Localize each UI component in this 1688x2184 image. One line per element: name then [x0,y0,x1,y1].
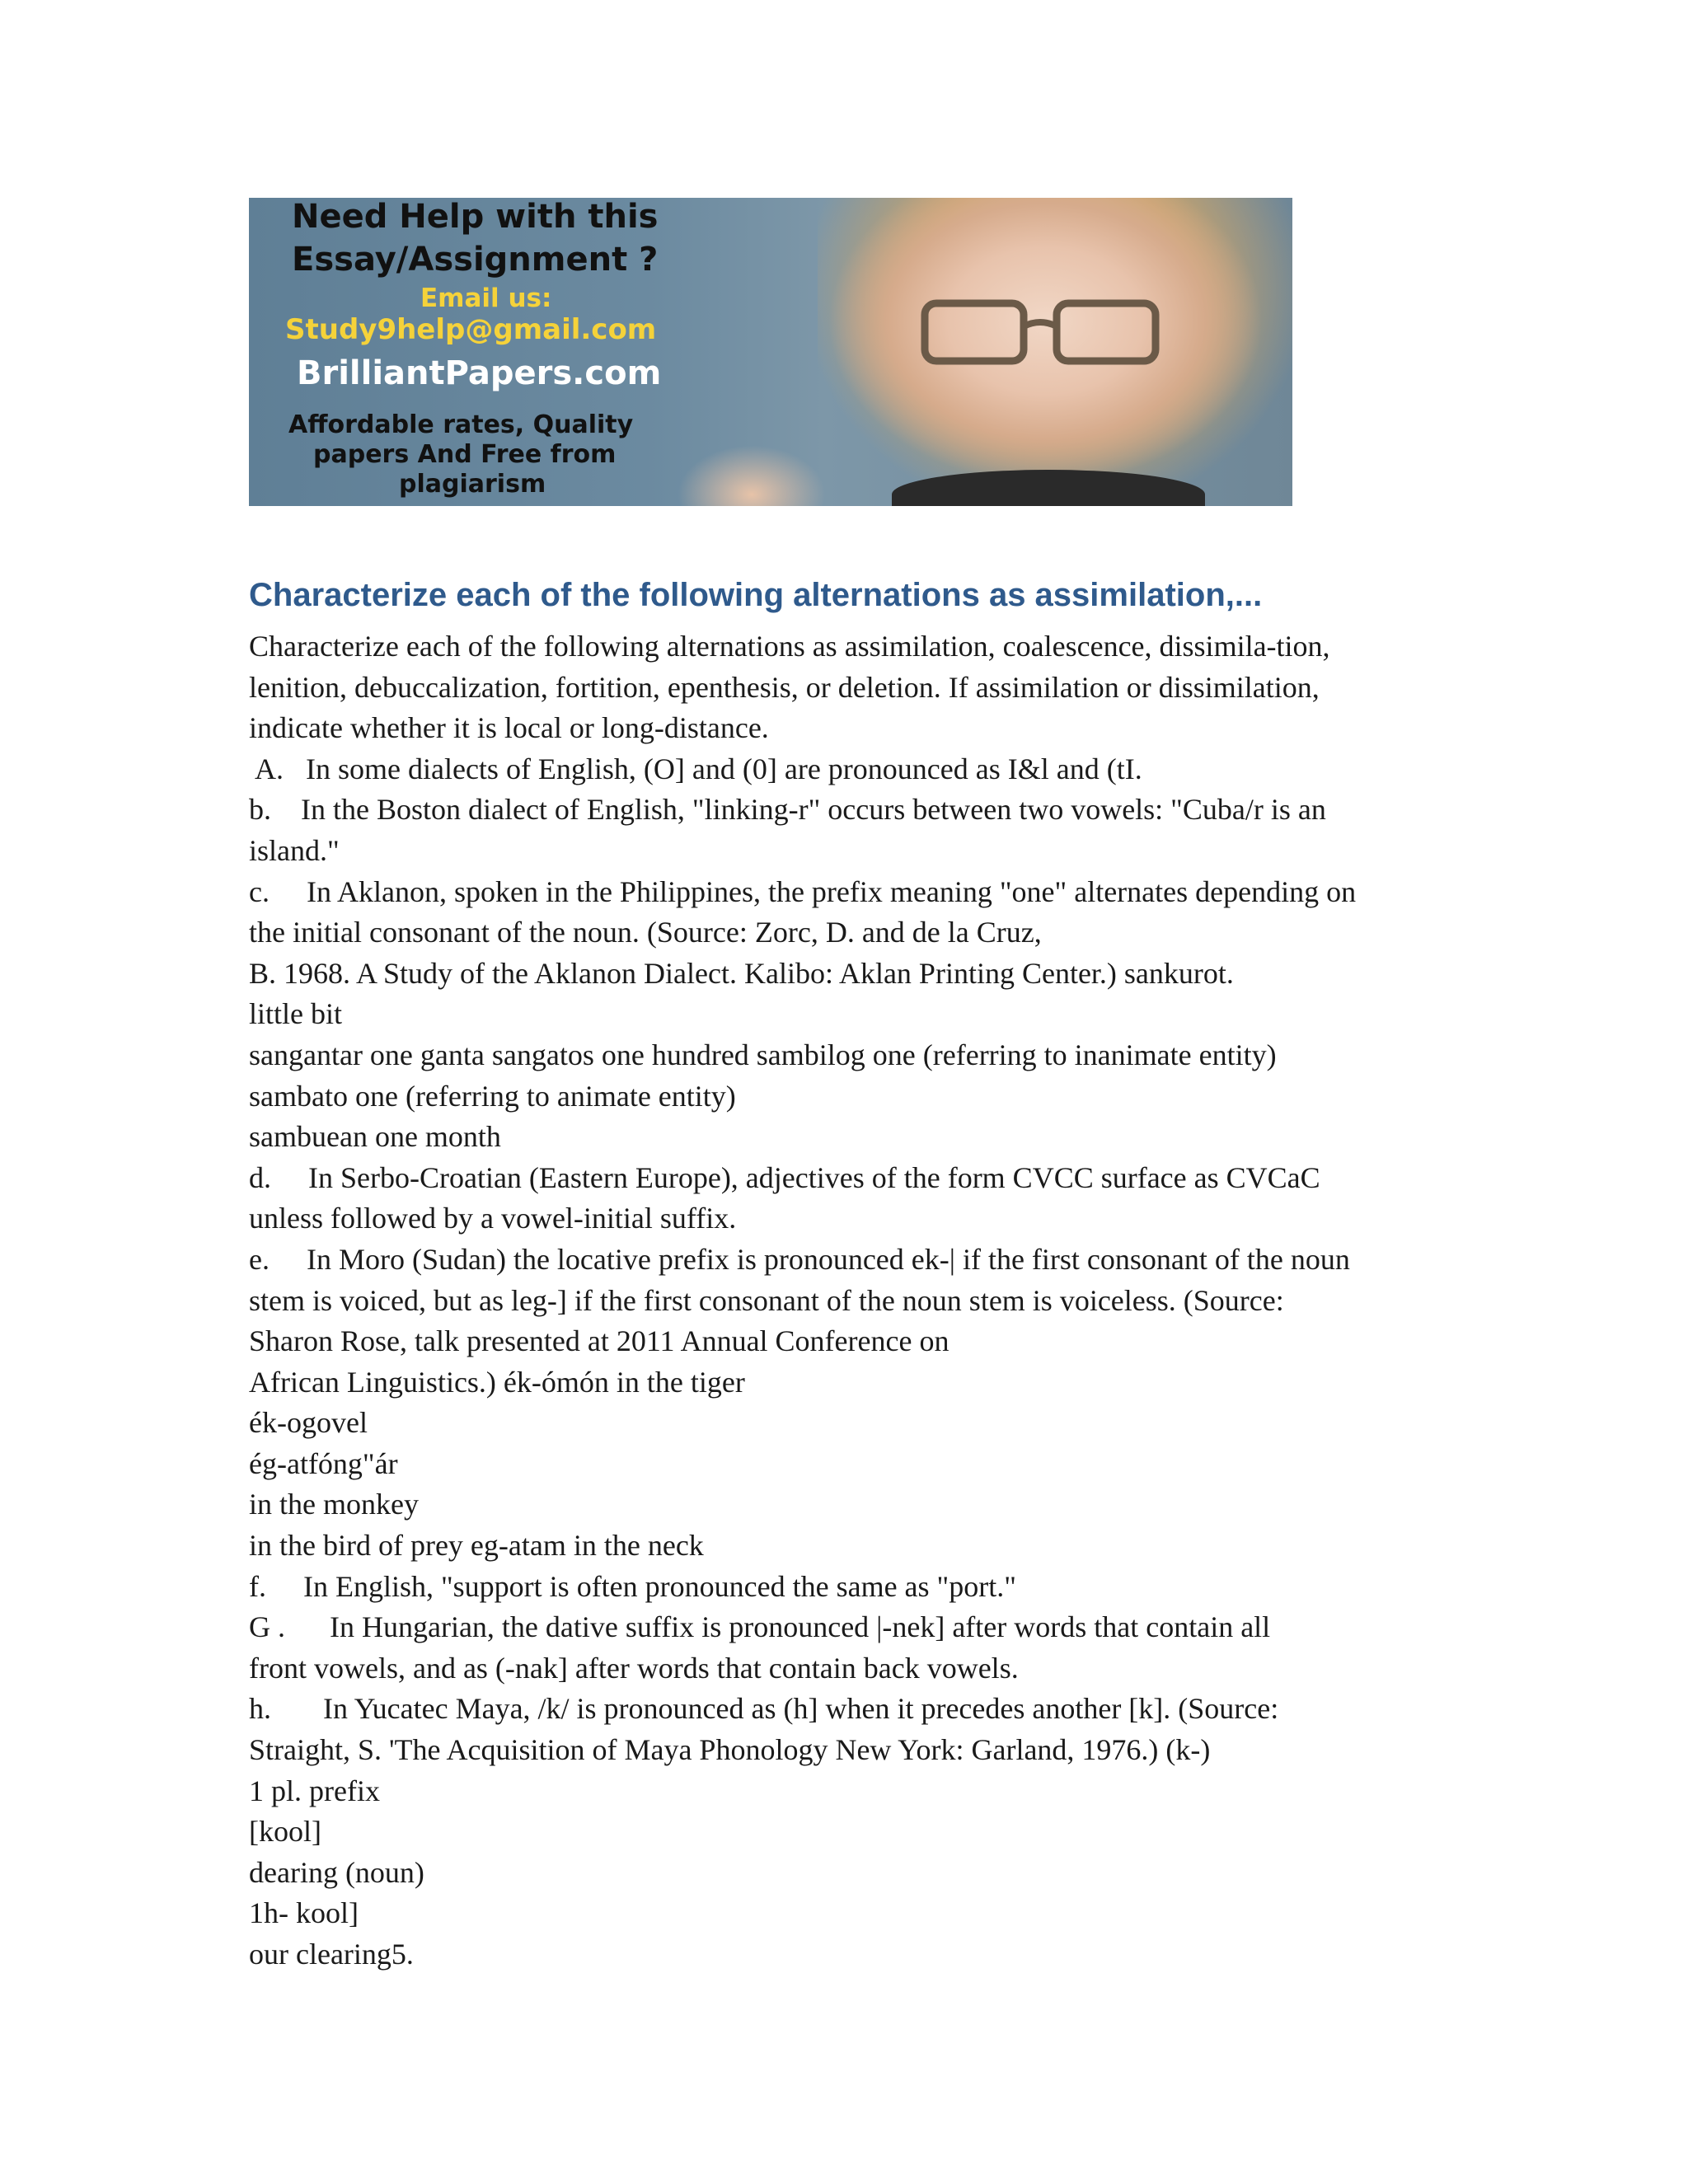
body-line: sangantar one ganta sangatos one hundred sambilog one (referring to inanimate entity) [249,1038,1277,1071]
document-title: Characterize each of the following alternations as assimilation,... [249,577,1263,613]
banner-tagline-3: plagiarism [399,470,546,499]
body-line: h. In Yucatec Maya, /k/ is pronounced as (h] when it precedes another [k]. (Source: [249,1692,1279,1726]
body-line: our clearing5. [249,1938,414,1971]
body-line: 1 pl. prefix [249,1774,380,1807]
banner-tagline-1: Affordable rates, Quality [288,410,634,439]
body-line: sambato one (referring to animate entity) [249,1079,736,1113]
body-line: Straight, S. 'The Acquisition of Maya Phonology New York: Garland, 1976.) (k-) [249,1733,1211,1767]
body-line: c. In Aklanon, spoken in the Philippines, the prefix meaning "one" alternates depending on [249,874,1357,908]
eyeglasses-graphic [917,295,1164,369]
banner-tagline-2: papers And Free from [313,440,617,469]
body-line: A. In some dialects of English, (O] and (0] are pronounced as I&l and (tI. [249,752,1142,785]
body-line: ég-atfóng"ár [249,1446,398,1480]
banner-email[interactable]: Study9help@gmail.com [285,313,657,346]
body-line: dearing (noun) [249,1855,424,1889]
banner-email-label: Email us: [420,284,552,313]
body-line: f. In English, "support is often pronounced the same as "port." [249,1569,1016,1603]
body-line: front vowels, and as (-nak] after words that contain back vowels. [249,1651,1019,1685]
body-line: Characterize each of the following alternations as assimilation, coalescence, dissimila-tion, [249,630,1330,663]
body-line: stem is voiced, but as leg-] if the first consonant of the noun stem is voiceless. (Source: [249,1283,1284,1317]
body-line: B. 1968. A Study of the Aklanon Dialect. Kalibo: Aklan Printing Center.) sankurot. [249,956,1234,990]
body-line: little bit [249,997,342,1031]
body-line: [kool] [249,1815,321,1849]
body-line: indicate whether it is local or long-distance. [249,711,769,745]
body-line: lenition, debuccalization, fortition, epenthesis, or deletion. If assimilation or dissimilation, [249,670,1320,704]
body-line: unless followed by a vowel-initial suffix. [249,1202,737,1235]
body-line: in the bird of prey eg-atam in the neck [249,1529,704,1563]
body-line: sambuean one month [249,1120,501,1154]
body-line: d. In Serbo-Croatian (Eastern Europe), adjectives of the form CVCC surface as CVCaC [249,1160,1320,1194]
body-line: island." [249,833,340,867]
body-line: Sharon Rose, talk presented at 2011 Annual Conference on [249,1324,950,1358]
banner-site[interactable]: BrilliantPapers.com [297,354,662,392]
body-line: 1h- kool] [249,1896,359,1930]
document-body [249,626,1485,1975]
body-line: e. In Moro (Sudan) the locative prefix is pronounced ek-| if the first consonant of the noun [249,1242,1350,1276]
body-line: ék-ogovel [249,1406,368,1440]
hand-image [678,445,826,506]
body-line: G . In Hungarian, the dative suffix is pronounced |-nek] after words that contain all [249,1610,1271,1644]
advertisement-banner[interactable] [249,198,1292,506]
body-line: b. In the Boston dialect of English, "linking-r" occurs between two vowels: "Cuba/r is an [249,793,1326,827]
banner-headline-2: Essay/Assignment ? [292,241,659,279]
body-line: the initial consonant of the noun. (Source: Zorc, D. and de la Cruz, [249,916,1042,949]
banner-headline-1: Need Help with this [292,198,659,236]
body-line: African Linguistics.) ék-ómón in the tiger [249,1365,745,1399]
body-line: in the monkey [249,1488,419,1521]
